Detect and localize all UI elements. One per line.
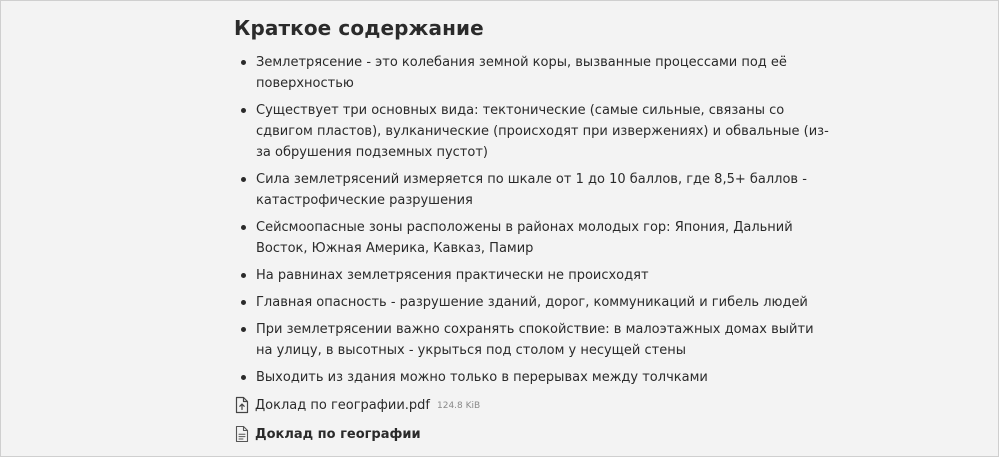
summary-list-item: [234, 100, 834, 163]
summary-list-item: [234, 367, 834, 388]
bullet-icon: [241, 108, 246, 113]
pdf-attachment[interactable]: [235, 394, 834, 416]
bullet-icon: [241, 300, 246, 305]
pdf-attachment-name[interactable]: Доклад по географии.pdf: [255, 397, 430, 413]
bullet-icon: [241, 327, 246, 332]
summary-item-text: На равнинах землетрясения практически не происходят: [256, 268, 649, 283]
summary-list-item: [234, 169, 834, 211]
summary-list: [234, 52, 834, 388]
bullet-icon: [241, 60, 246, 65]
bullet-icon: [241, 375, 246, 380]
summary-list-item: [234, 265, 834, 286]
summary-list-item: [234, 52, 834, 94]
summary-item-text: Землетрясение - это колебания земной коры, вызванные процессами под её поверхностью: [256, 55, 787, 91]
summary-content: [234, 15, 834, 445]
bullet-icon: [241, 225, 246, 230]
summary-title: Краткое содержание: [234, 16, 484, 40]
document-icon: [235, 425, 249, 443]
summary-item-text: Сейсмоопасные зоны расположены в районах молодых гор: Япония, Дальний Восток, Южная Америка, Кавказ, Памир: [256, 220, 793, 256]
summary-list-item: [234, 292, 834, 313]
summary-list-item: [234, 217, 834, 259]
summary-list-item: [234, 319, 834, 361]
document-link-title[interactable]: Доклад по географии: [255, 426, 421, 442]
file-upload-icon: [235, 396, 249, 414]
bullet-icon: [241, 177, 246, 182]
summary-item-text: Существует три основных вида: тектонические (самые сильные, связаны со сдвигом пластов), вулканические (происходят при извержениях) и обвальные (из-за обрушения подземных пустот): [256, 103, 829, 160]
summary-item-text: Главная опасность - разрушение зданий, дорог, коммуникаций и гибель людей: [256, 295, 808, 310]
document-link[interactable]: [235, 423, 834, 445]
summary-item-text: Сила землетрясений измеряется по шкале от 1 до 10 баллов, где 8,5+ баллов - катастрофические разрушения: [256, 172, 807, 208]
summary-item-text: Выходить из здания можно только в перерывах между толчками: [256, 370, 708, 385]
attachments: [234, 394, 834, 445]
pdf-attachment-size: 124.8 KiB: [437, 400, 481, 411]
summary-item-text: При землетрясении важно сохранять спокойствие: в малоэтажных домах выйти на улицу, в высотных - укрыться под столом у несущей стены: [256, 322, 814, 358]
bullet-icon: [241, 273, 246, 278]
